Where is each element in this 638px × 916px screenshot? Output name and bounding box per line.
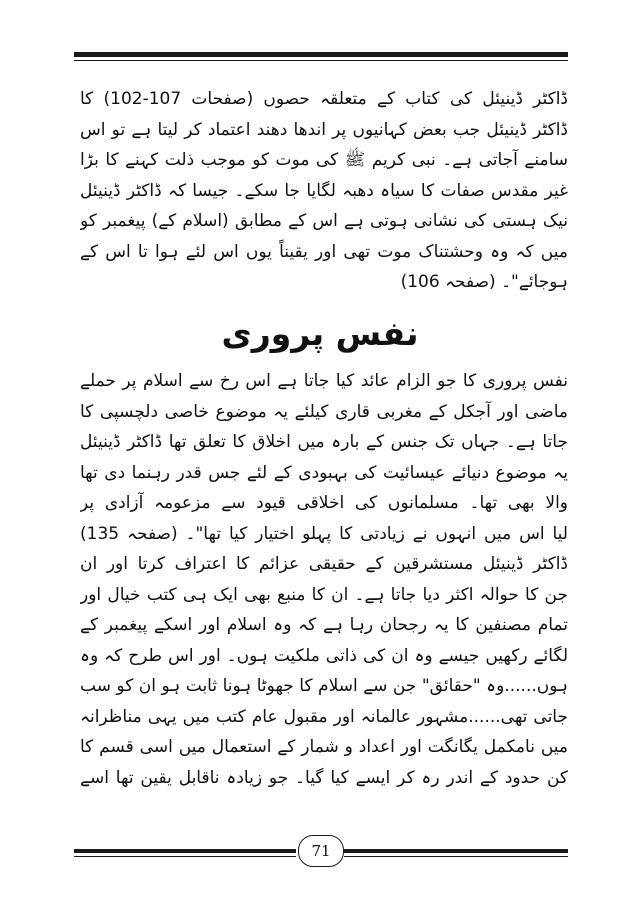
text-line: لگائے رکھیں جیسے وہ ان کی ذاتی ملکیت ہوں۔ اور اس طرح کہ وہ	[80, 645, 568, 666]
text-line: جاتی تھی......مشہور عالمانہ اور مقبول عام کتب میں یہی مناظرانہ	[80, 706, 568, 727]
footer-rule-thin-right	[344, 856, 568, 857]
text-line: لیا اس میں انہوں نے زیادتی کا پہلو اختیار کیا تھا"۔ (صفحہ 135)	[80, 523, 568, 544]
text-line: نیک ہستی کی نشانی ہوتی ہے اس کے مطابق (اسلام کے) پیغمبر کو	[80, 211, 568, 231]
text-line: ڈاکٹر ڈینیئل جب بعض کہانیوں پر اندھا دھند اعتماد کر لیتا ہے تو اس	[80, 119, 568, 140]
text-line: کن حدود کے اندر رہ کر ایسے کیا گیا۔ جو زیادہ ناقابل یقین تھا اسے	[80, 767, 568, 788]
footer-rule-left	[74, 849, 296, 853]
text-line: یہ موضوع دنیائے عیسائیت کی بہبودی کے لئے جس قدر رہنما دی تھا	[80, 462, 568, 483]
text-line: جن کا حوالہ اکثر دیا جاتا ہے۔ ان کا منبع بھی ایک ہی کتب خیال اور	[80, 584, 568, 605]
text-line: نفس پروری کا جو الزام عائد کیا جاتا ہے اس رخ سے اسلام پر حملے	[80, 371, 568, 391]
text-line: غیر مقدس صفات کا سیاہ دھبہ لگایا جا سکے۔ جیسا کہ ڈاکٹر ڈینیئل	[80, 180, 568, 201]
text-line: ہوجائے"۔ (صفحہ 106)	[400, 272, 568, 292]
text-line: جاتا ہے۔ جہاں تک جنس کے بارہ میں اخلاق کا تعلق تھا ڈاکٹر ڈینیئل	[80, 432, 568, 452]
text-line: ڈاکٹر ڈینیئل کی کتاب کے متعلقہ حصوں (صفحات 107-102) کا	[80, 89, 568, 109]
footer-rule-thin-left	[74, 856, 296, 857]
section-heading: نفس پروری	[221, 314, 419, 353]
header-rule-thin	[74, 60, 568, 61]
page-number: 71	[298, 835, 344, 867]
paragraph-block-2	[80, 366, 568, 793]
header-rule	[74, 52, 568, 57]
text-line: میں کہ وہ وحشتناک موت تھی اور یقیناً یوں اس لئے ہوا تا اس کے	[80, 241, 568, 262]
text-line: سامنے آجاتی ہے۔ نبی کریم ﷺ کی موت کو موجب ذلت کہنے کا بڑا	[80, 150, 568, 170]
text-line: میں نامکمل یگانگت اور اعداد و شمار کے استعمال میں اسی قسم کا	[80, 737, 568, 757]
text-line: تمام مصنفین کا یہ رجحان رہا ہے کہ وہ اسلام اور اسکے پیغمبر کے	[80, 615, 568, 635]
text-line: ڈاکٹر ڈینیئل مستشرقین کے حقیقی عزائم کا اعتراف کرتا اور ان	[80, 554, 568, 574]
paragraph-block-1	[80, 84, 568, 298]
text-line: والا بھی تھا۔ مسلمانوں کی اخلاقی قیود سے مزعومہ آزادی پر	[80, 493, 568, 513]
text-line: ہوں......وہ "حقائق" جن سے اسلام کا جھوٹا ہونا ثابت ہو ان کو سب	[80, 676, 568, 696]
footer-rule-right	[344, 849, 568, 853]
text-line: ماضی اور آجکل کے مغربی قاری کیلئے یہ موضوع خاصی دلچسپی کا	[80, 401, 568, 422]
